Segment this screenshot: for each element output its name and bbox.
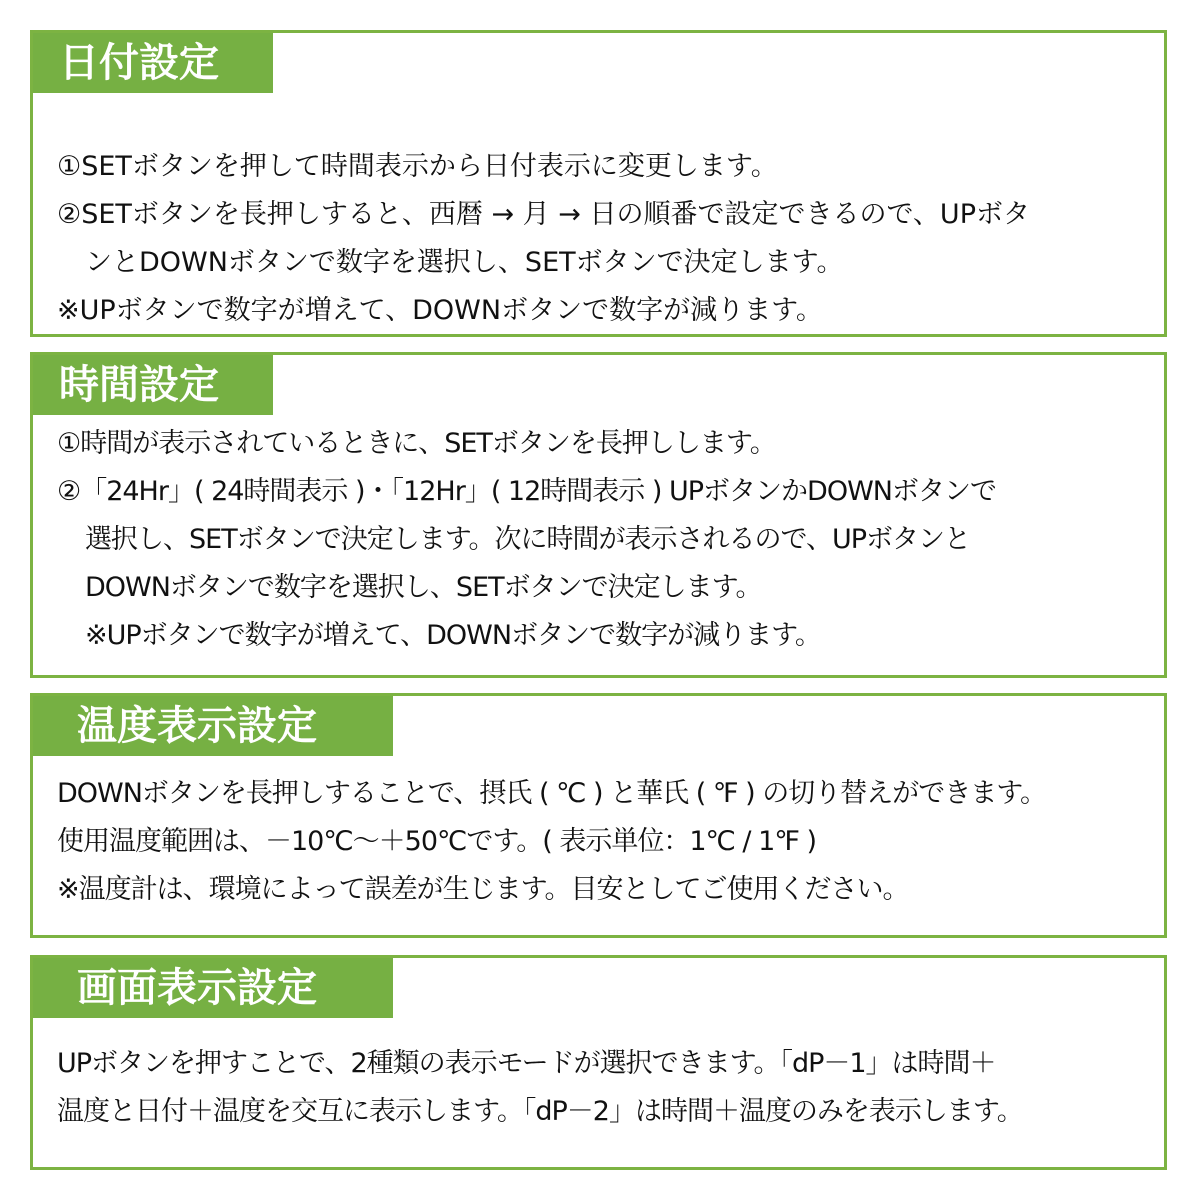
date-setting-text <box>57 143 1156 335</box>
temperature-display-text <box>57 770 1156 914</box>
text-line: ②SETボタンを長押しすると、西暦 → 月 → 日の順番で設定できるので、UPボタ <box>57 199 1030 230</box>
text-line: ※UPボタンで数字が増えて、DOWNボタンで数字が減ります。 <box>85 620 821 651</box>
screen-display-text <box>57 1040 1156 1136</box>
text-line: ンとDOWNボタンで数字を選択し、SETボタンで決定します。 <box>85 247 844 278</box>
text-line: 選択し、SETボタンで決定します。次に時間が表示されるので、UPボタンと <box>85 524 971 555</box>
time-setting-section <box>30 352 1167 678</box>
text-line: 温度と日付＋温度を交互に表示します。「dP－2」は時間＋温度のみを表示します。 <box>57 1096 1023 1127</box>
text-line: UPボタンを押すことで、2種類の表示モードが選択できます。「dP－1」は時間＋ <box>57 1048 996 1079</box>
date-setting-heading: 日付設定 <box>33 33 273 93</box>
temperature-display-section <box>30 693 1167 938</box>
text-line: ※UPボタンで数字が増えて、DOWNボタンで数字が減ります。 <box>57 295 823 326</box>
text-line: ②「24Hr」( 24時間表示 )・「12Hr」( 12時間表示 ) UPボタンかDOWNボタンで <box>57 476 996 507</box>
date-setting-section <box>30 30 1167 337</box>
text-line: ※温度計は、環境によって誤差が生じます。目安としてご使用ください。 <box>57 874 909 905</box>
time-setting-text <box>57 420 1156 660</box>
text-line: DOWNボタンで数字を選択し、SETボタンで決定します。 <box>85 572 762 603</box>
text-line: ①時間が表示されているときに、SETボタンを長押しします。 <box>57 428 776 459</box>
text-line: ①SETボタンを押して時間表示から日付表示に変更します。 <box>57 151 778 182</box>
time-setting-heading: 時間設定 <box>33 355 273 415</box>
text-line: DOWNボタンを長押しすることで、摂氏 ( ℃ ) と華氏 ( ℉ ) の切り替えができます。 <box>57 778 1047 809</box>
screen-display-section <box>30 955 1167 1170</box>
text-line: 使用温度範囲は、－10℃～＋50℃です。( 表示単位：1℃ / 1℉ ) <box>57 826 817 857</box>
screen-display-heading: 画面表示設定 <box>33 958 393 1018</box>
temperature-display-heading: 温度表示設定 <box>33 696 393 756</box>
